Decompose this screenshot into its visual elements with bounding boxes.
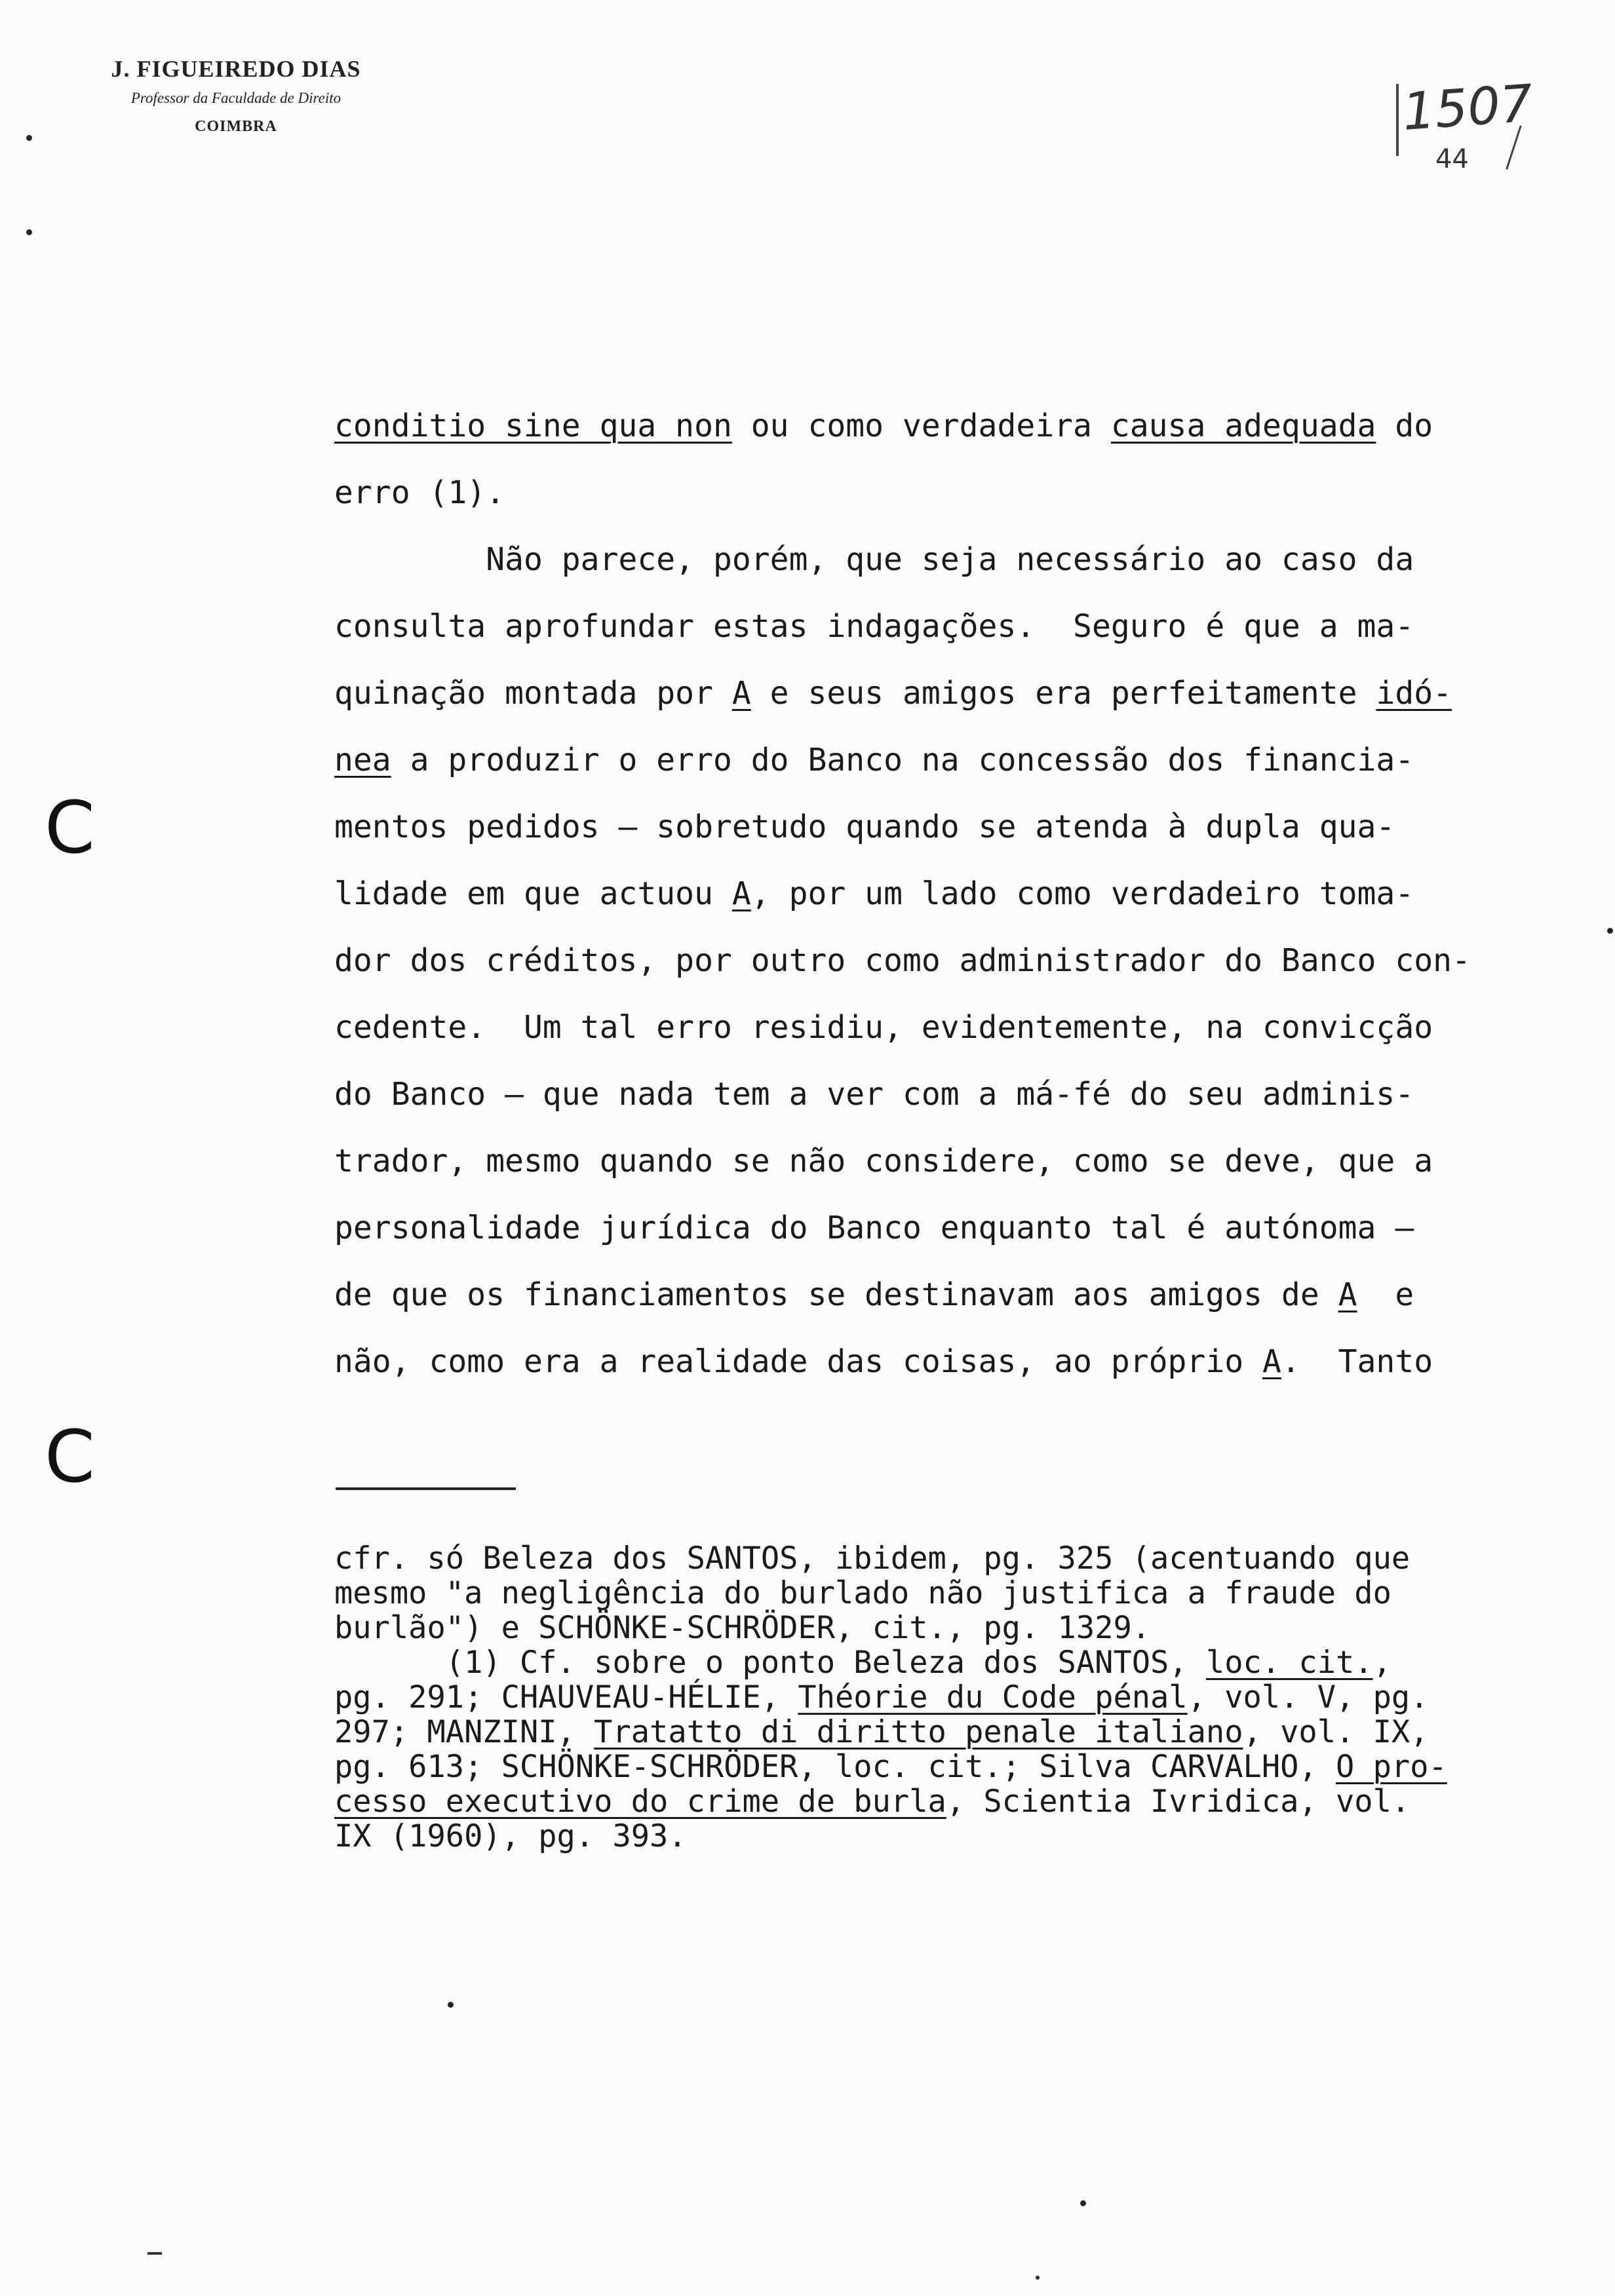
punch-hole-top: C bbox=[45, 786, 95, 870]
footnote-separator bbox=[336, 1487, 516, 1490]
emphasis: conditio sine qua non bbox=[334, 408, 732, 444]
body-line: trador, mesmo quando se não considere, como se deve, que a bbox=[334, 1143, 1433, 1179]
folio-main: 1507 bbox=[1401, 74, 1535, 142]
body-line bbox=[334, 874, 1534, 941]
text: de que os financiamentos se destinavam aos amigos de bbox=[334, 1276, 1338, 1313]
text: lidade em que actuou bbox=[334, 875, 732, 912]
body-line bbox=[334, 674, 1534, 740]
text: não, como era a realidade das coisas, ao próprio bbox=[334, 1343, 1263, 1380]
body-line: Não parece, porém, que seja necessário ao caso da bbox=[334, 541, 1414, 578]
text: e bbox=[1357, 1276, 1414, 1313]
text: , vol. IX, bbox=[1243, 1714, 1429, 1750]
footnote-line bbox=[334, 1750, 1534, 1784]
emphasis: Théorie du Code pénal bbox=[798, 1679, 1188, 1715]
body-line: cedente. Um tal erro residiu, evidentemente, na convicção bbox=[334, 1009, 1433, 1046]
body-line: do Banco — que nada tem a ver com a má-fé do seu adminis- bbox=[334, 1076, 1414, 1113]
text: e seus amigos era perfeitamente bbox=[750, 675, 1376, 712]
speck bbox=[448, 2002, 454, 2008]
letterhead bbox=[66, 52, 406, 142]
emphasis: A bbox=[731, 675, 751, 712]
text: a produzir o erro do Banco na concessão dos financia- bbox=[391, 742, 1414, 778]
text: , vol. V, pg. bbox=[1187, 1679, 1429, 1715]
footnote-line bbox=[334, 1680, 1534, 1715]
body-line: consulta aprofundar estas indagações. Seguro é que a ma- bbox=[334, 608, 1414, 645]
speck bbox=[1036, 2276, 1040, 2280]
emphasis: A bbox=[731, 875, 751, 912]
body-line: erro (1). bbox=[334, 474, 505, 511]
folio-sub: 44 bbox=[1435, 144, 1469, 174]
emphasis: nea bbox=[334, 742, 391, 778]
body-line bbox=[334, 1342, 1534, 1409]
text: (1) Cf. sobre o ponto Beleza dos SANTOS, bbox=[334, 1645, 1206, 1681]
footnote-line: cfr. só Beleza dos SANTOS, ibidem, pg. 325 (acentuando que bbox=[334, 1540, 1411, 1577]
emphasis: Tratatto di diritto penale italiano bbox=[594, 1714, 1243, 1750]
body-line: dor dos créditos, por outro como administrador do Banco con- bbox=[334, 942, 1471, 979]
speck-dash bbox=[147, 2252, 162, 2255]
author-title: Professor da Faculdade de Direito bbox=[130, 90, 341, 106]
text: quinação montada por bbox=[334, 675, 732, 712]
footnotes bbox=[334, 1541, 1534, 1854]
text: pg. 613; SCHÖNKE-SCHRÖDER, loc. cit.; Silva CARVALHO, bbox=[334, 1749, 1336, 1785]
footnote-line bbox=[334, 1645, 1534, 1680]
emphasis: A bbox=[1338, 1276, 1357, 1313]
folio-bar bbox=[1396, 84, 1399, 156]
text: , Scientia Ivridica, vol. bbox=[946, 1784, 1411, 1820]
footnote-line: burlão") e SCHÖNKE-SCHRÖDER, cit., pg. 1329. bbox=[334, 1610, 1151, 1646]
body-line: personalidade jurídica do Banco enquanto tal é autónoma — bbox=[334, 1210, 1414, 1246]
speck bbox=[26, 229, 32, 235]
text: ou como verdadeira bbox=[731, 408, 1111, 444]
footnote-line bbox=[334, 1784, 1534, 1819]
footnote-line bbox=[334, 1715, 1534, 1750]
emphasis: O pro- bbox=[1336, 1749, 1447, 1785]
footnote-line: IX (1960), pg. 393. bbox=[334, 1818, 687, 1854]
body-text bbox=[334, 406, 1534, 1409]
emphasis: causa adequada bbox=[1110, 408, 1376, 444]
text: , bbox=[1372, 1645, 1391, 1681]
speck bbox=[26, 135, 32, 141]
author-name: J. FIGUEIREDO DIAS bbox=[111, 56, 361, 82]
emphasis: idó- bbox=[1376, 675, 1452, 712]
punch-hole-bottom: C bbox=[45, 1415, 95, 1499]
text: do bbox=[1376, 408, 1433, 444]
folio-number bbox=[1396, 74, 1535, 183]
body-line: mentos pedidos — sobretudo quando se atenda à dupla qua- bbox=[334, 809, 1395, 845]
body-line bbox=[334, 740, 1534, 807]
emphasis: loc. cit. bbox=[1205, 1645, 1373, 1681]
author-city: COIMBRA bbox=[195, 118, 277, 135]
emphasis: A bbox=[1262, 1343, 1281, 1380]
emphasis: cesso executivo do crime de burla bbox=[334, 1784, 946, 1820]
speck bbox=[1607, 928, 1613, 934]
text: 297; MANZINI, bbox=[334, 1714, 594, 1750]
text: , por um lado como verdadeiro toma- bbox=[750, 875, 1414, 912]
text: pg. 291; CHAUVEAU-HÉLIE, bbox=[334, 1679, 798, 1715]
body-line bbox=[334, 1275, 1534, 1342]
body-line bbox=[334, 406, 1534, 473]
speck bbox=[1080, 2200, 1086, 2206]
text: . Tanto bbox=[1281, 1343, 1433, 1380]
footnote-line: mesmo "a negligência do burlado não justifica a fraude do bbox=[334, 1575, 1391, 1611]
